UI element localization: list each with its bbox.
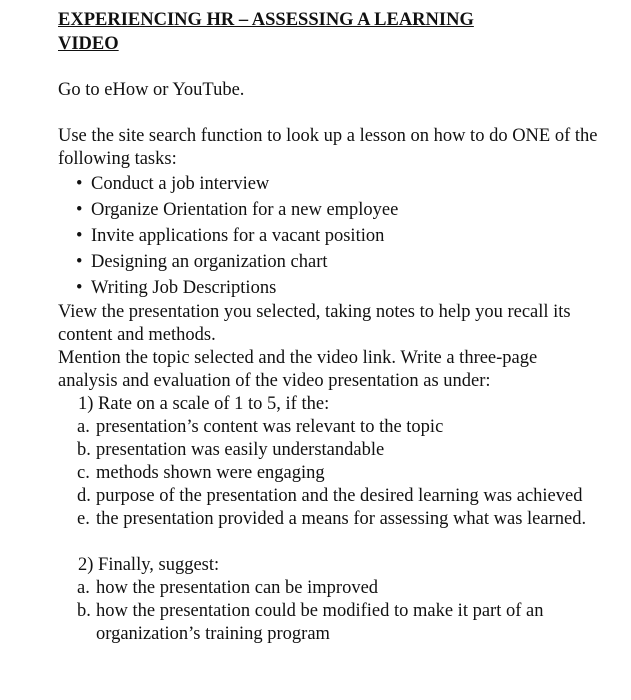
list-item (58, 249, 598, 275)
list-item (58, 171, 598, 197)
view-instruction: View the presentation you selected, taking notes to help you recall its content and methods. (58, 302, 571, 345)
bullet-icon: • (76, 278, 83, 298)
list-item (58, 416, 598, 439)
item-marker: b. (77, 601, 91, 621)
list-item (58, 600, 598, 646)
item-text: purpose of the presentation and the desired learning was achieved (96, 486, 583, 506)
rate-list (58, 416, 598, 531)
bullet-icon: • (76, 174, 83, 194)
mention-instruction: Mention the topic selected and the video link. Write a three-page analysis and evaluation of the video presentation as under: (58, 348, 538, 391)
bullet-icon: • (76, 200, 83, 220)
item-text: how the presentation could be modified to make it part of an organization’s training program (96, 601, 544, 644)
item-text: how the presentation can be improved (96, 578, 379, 598)
item-text: methods shown were engaging (96, 463, 325, 483)
list-item (58, 577, 598, 600)
item-marker: a. (77, 417, 90, 437)
bullet-icon: • (76, 252, 83, 272)
suggest-heading: 2) Finally, suggest: (78, 555, 220, 575)
task-text: Invite applications for a vacant position (91, 226, 385, 246)
list-item (58, 508, 598, 531)
item-marker: d. (77, 486, 91, 506)
list-item (58, 439, 598, 462)
item-marker: c. (77, 463, 90, 483)
task-list (58, 171, 598, 301)
item-marker: b. (77, 440, 91, 460)
document-page (58, 8, 598, 646)
task-text: Designing an organization chart (91, 252, 328, 272)
item-text: presentation’s content was relevant to the topic (96, 417, 444, 437)
search-instruction: Use the site search function to look up a lesson on how to do ONE of the following tasks: (58, 126, 598, 169)
list-item (58, 197, 598, 223)
list-item (58, 462, 598, 485)
item-marker: a. (77, 578, 90, 598)
list-item (58, 275, 598, 301)
intro-text: Go to eHow or YouTube. (58, 80, 245, 100)
rate-heading: 1) Rate on a scale of 1 to 5, if the: (78, 394, 330, 414)
suggest-list (58, 577, 598, 646)
item-text: the presentation provided a means for assessing what was learned. (96, 509, 587, 529)
item-text: presentation was easily understandable (96, 440, 385, 460)
item-marker: e. (77, 509, 90, 529)
task-text: Conduct a job interview (91, 174, 270, 194)
task-text: Writing Job Descriptions (91, 278, 277, 298)
document-title: EXPERIENCING HR – ASSESSING A LEARNING VIDEO (58, 10, 474, 54)
list-item (58, 223, 598, 249)
task-text: Organize Orientation for a new employee (91, 200, 399, 220)
bullet-icon: • (76, 226, 83, 246)
list-item (58, 485, 598, 508)
